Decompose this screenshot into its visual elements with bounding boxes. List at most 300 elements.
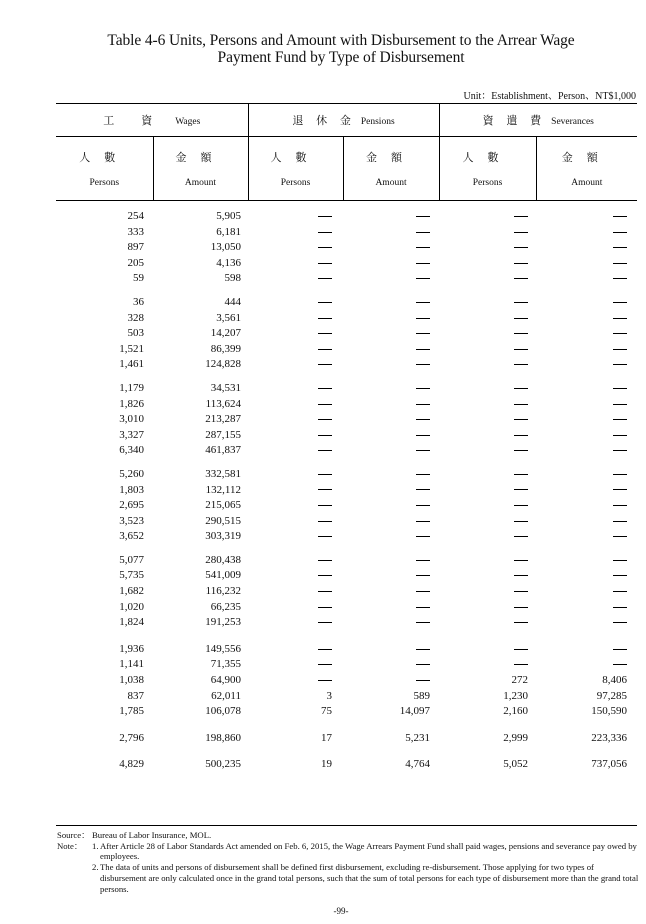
table-cell [248, 357, 343, 373]
table-cell [536, 357, 637, 373]
header-col-zh: 金額 [366, 152, 416, 164]
header-col-en: Persons [472, 178, 503, 188]
table-cell: 116,232 [205, 585, 241, 598]
table-cell: 198,860 [205, 731, 241, 744]
table-cell: 290,515 [205, 514, 241, 527]
dash-mark [416, 489, 430, 490]
dash-mark [514, 474, 528, 475]
table-row [56, 514, 637, 530]
table-cell [439, 600, 536, 616]
header-group-wages [56, 104, 248, 137]
table-cell [439, 225, 536, 241]
table-cell: 444 [224, 295, 241, 308]
dash-mark [514, 404, 528, 405]
table-cell: 64,900 [210, 674, 241, 687]
table-cell: 75 [321, 705, 332, 718]
table-cell: 328 [127, 311, 144, 324]
table-row [56, 397, 637, 413]
header-col-en: Persons [89, 178, 120, 188]
table-cell [343, 568, 439, 584]
table-cell [536, 209, 637, 225]
table-cell [439, 209, 536, 225]
table-cell [343, 498, 439, 514]
table-cell [248, 498, 343, 514]
table-cell [536, 568, 637, 584]
table-cell: 36 [133, 295, 144, 308]
dash-mark [514, 664, 528, 665]
table-row [56, 529, 637, 545]
table-cell: 1,179 [119, 381, 144, 394]
table-cell [439, 642, 536, 658]
table-cell: 598 [224, 272, 241, 285]
table-cell: 1,461 [119, 358, 144, 371]
dash-mark [318, 247, 332, 248]
table-cell: 132,112 [205, 483, 241, 496]
table-header [56, 104, 637, 200]
dash-mark [613, 450, 627, 451]
table-cell: 113,624 [205, 397, 241, 410]
table-cell: 124,828 [205, 358, 241, 371]
dash-mark [318, 664, 332, 665]
header-col-wages-persons [56, 137, 153, 201]
dash-mark [416, 318, 430, 319]
table-cell: 150,590 [591, 705, 627, 718]
table-cell: 14,207 [210, 327, 241, 340]
table-cell [343, 240, 439, 256]
dash-mark [416, 404, 430, 405]
dash-mark [416, 450, 430, 451]
table-cell: 97,285 [596, 689, 627, 702]
header-col-zh: 人數 [462, 152, 513, 164]
data-table [56, 209, 637, 773]
table-row [56, 342, 637, 358]
dash-mark [514, 622, 528, 623]
dash-mark [613, 474, 627, 475]
table-cell: 1,936 [119, 642, 144, 655]
header-col-severances-persons [439, 137, 536, 201]
dash-mark [416, 521, 430, 522]
dash-mark [514, 591, 528, 592]
dash-mark [318, 278, 332, 279]
table-cell: 213,287 [205, 413, 241, 426]
dash-mark [416, 263, 430, 264]
table-cell [343, 443, 439, 459]
table-cell [343, 673, 439, 689]
dash-mark [318, 474, 332, 475]
table-cell: 34,531 [210, 381, 241, 394]
table-cell [343, 514, 439, 530]
dash-mark [613, 419, 627, 420]
dash-mark [416, 302, 430, 303]
header-col-zh: 人數 [79, 152, 130, 164]
dash-mark [613, 318, 627, 319]
table-cell [439, 295, 536, 311]
table-cell [248, 483, 343, 499]
table-row [56, 568, 637, 584]
dash-mark [514, 278, 528, 279]
dash-mark [613, 263, 627, 264]
header-col-pensions-persons [248, 137, 343, 201]
dash-mark [318, 216, 332, 217]
table-cell: 66,235 [210, 600, 241, 613]
table-cell [343, 600, 439, 616]
dash-mark [613, 333, 627, 334]
dash-mark [416, 232, 430, 233]
table-row [56, 553, 637, 569]
table-bottom-rule [56, 825, 637, 826]
header-group-row [56, 104, 637, 137]
table-cell [439, 568, 536, 584]
dash-mark [318, 649, 332, 650]
group-spacer [56, 287, 637, 295]
table-cell: 5,905 [216, 210, 241, 222]
table-cell [248, 443, 343, 459]
dash-mark [613, 364, 627, 365]
table-cell [343, 397, 439, 413]
table-cell [248, 295, 343, 311]
table-row [56, 498, 637, 514]
table-row [56, 412, 637, 428]
dash-mark [514, 575, 528, 576]
header-group-zh: 工 資 [103, 115, 161, 127]
table-row [56, 657, 637, 673]
source-line [57, 830, 639, 841]
table-cell [536, 240, 637, 256]
table-cell [536, 615, 637, 631]
dash-mark [613, 505, 627, 506]
table-row [56, 326, 637, 342]
table-cell [343, 271, 439, 287]
note-label: Note： [57, 840, 83, 851]
table-cell [536, 225, 637, 241]
dash-mark [613, 607, 627, 608]
header-col-wages-amount [153, 137, 248, 201]
table-cell [343, 342, 439, 358]
table-cell [439, 514, 536, 530]
header-col-en: Amount [571, 178, 603, 188]
header-col-en: Amount [375, 178, 407, 188]
table-cell [439, 412, 536, 428]
dash-mark [416, 505, 430, 506]
table-row [56, 615, 637, 631]
dash-mark [514, 388, 528, 389]
table-cell: 149,556 [205, 642, 241, 655]
dash-mark [318, 521, 332, 522]
dash-mark [613, 649, 627, 650]
table-cell: 272 [511, 674, 528, 687]
table-cell [536, 657, 637, 673]
dash-mark [613, 489, 627, 490]
table-cell [536, 271, 637, 287]
dash-mark [613, 232, 627, 233]
table-row [56, 483, 637, 499]
table-cell: 3 [326, 689, 332, 702]
dash-mark [613, 664, 627, 665]
table-title-line-2: Payment Fund by Type of Disbursement [217, 49, 465, 66]
note-item [57, 841, 639, 862]
group-spacer [56, 373, 637, 381]
table-cell [536, 428, 637, 444]
header-bottom-rule [56, 200, 637, 201]
table-cell: 1,020 [119, 600, 144, 613]
table-cell: 59 [133, 272, 144, 285]
dash-mark [514, 247, 528, 248]
table-cell [439, 657, 536, 673]
dash-mark [416, 349, 430, 350]
header-col-severances-amount [536, 137, 637, 201]
table-cell: 3,010 [119, 413, 144, 426]
dash-mark [318, 435, 332, 436]
dash-mark [613, 622, 627, 623]
dash-mark [613, 575, 627, 576]
dash-mark [613, 435, 627, 436]
dash-mark [613, 302, 627, 303]
table-cell [439, 553, 536, 569]
page-number: -99- [333, 906, 349, 916]
table-cell [248, 271, 343, 287]
dash-mark [416, 680, 430, 681]
dash-mark [514, 263, 528, 264]
table-cell: 1,824 [119, 616, 144, 629]
table-cell: 215,065 [205, 499, 241, 512]
table-cell: 332,581 [205, 467, 241, 480]
dash-mark [514, 419, 528, 420]
dash-mark [416, 435, 430, 436]
dash-mark [318, 318, 332, 319]
notes-section [57, 830, 639, 894]
table-row [56, 295, 637, 311]
table-cell: 1,785 [119, 705, 144, 718]
table-cell [343, 467, 439, 483]
dash-mark [613, 560, 627, 561]
dash-mark [514, 364, 528, 365]
table-cell: 280,438 [205, 553, 241, 566]
table-cell: 5,231 [405, 731, 430, 744]
table-cell [439, 326, 536, 342]
table-cell [343, 615, 439, 631]
dash-mark [318, 263, 332, 264]
header-group-en: Wages [175, 117, 201, 127]
table-cell: 6,181 [216, 225, 241, 238]
table-cell [248, 584, 343, 600]
table-cell [248, 428, 343, 444]
table-cell [248, 412, 343, 428]
table-cell: 71,355 [210, 658, 241, 671]
table-cell [536, 584, 637, 600]
table-cell: 541,009 [205, 569, 241, 582]
header-col-zh: 金額 [175, 152, 226, 164]
table-cell [343, 483, 439, 499]
table-cell: 3,652 [119, 530, 144, 543]
table-cell [248, 240, 343, 256]
table-cell: 1,803 [119, 483, 144, 496]
table-cell [248, 673, 343, 689]
dash-mark [514, 560, 528, 561]
source-label: Source： [57, 830, 90, 840]
header-col-en: Amount [184, 178, 217, 188]
table-cell [439, 498, 536, 514]
header-group-severances [439, 104, 637, 137]
table-row [56, 311, 637, 327]
table-cell [536, 326, 637, 342]
group-spacer [56, 720, 637, 731]
table-cell: 461,837 [205, 444, 241, 457]
dash-mark [514, 450, 528, 451]
table-cell [536, 467, 637, 483]
dash-mark [416, 591, 430, 592]
dash-mark [318, 232, 332, 233]
table-cell: 500,235 [205, 758, 241, 771]
table-cell: 86,399 [210, 342, 241, 355]
header-col-zh: 人數 [270, 152, 321, 164]
table-cell [248, 642, 343, 658]
dash-mark [318, 536, 332, 537]
dash-mark [514, 349, 528, 350]
dash-mark [318, 404, 332, 405]
table-cell: 3,523 [119, 514, 144, 527]
unit-label: Unit：Establishment、Person、NT$1,000 [463, 91, 636, 102]
table-cell [439, 584, 536, 600]
table-cell [248, 225, 343, 241]
table-row [56, 209, 637, 225]
table-cell [343, 256, 439, 272]
table-cell: 2,999 [503, 731, 528, 744]
dash-mark [416, 536, 430, 537]
table-cell [439, 397, 536, 413]
table-cell [343, 326, 439, 342]
table-row [56, 704, 637, 720]
dash-mark [318, 302, 332, 303]
dash-mark [416, 216, 430, 217]
dash-mark [318, 560, 332, 561]
table-cell: 205 [127, 256, 144, 269]
table-cell [536, 412, 637, 428]
table-cell: 1,141 [119, 658, 144, 671]
dash-mark [514, 302, 528, 303]
table-cell: 3,327 [119, 428, 144, 441]
table-cell [343, 642, 439, 658]
table-cell [536, 311, 637, 327]
dash-mark [416, 649, 430, 650]
dash-mark [613, 216, 627, 217]
dash-mark [514, 489, 528, 490]
note-text: After Article 28 of Labor Standards Act amended on Feb. 6, 2015, the Wage Arrears Payment Fund shall paid wages, pensions and severance pay owed by employees. [100, 840, 637, 862]
table-cell: 897 [127, 241, 144, 254]
dash-mark [318, 591, 332, 592]
header-group-en: Severances [551, 117, 594, 127]
dash-mark [416, 474, 430, 475]
table-cell [439, 428, 536, 444]
table-cell [439, 381, 536, 397]
table-cell: 254 [127, 210, 144, 222]
table-cell: 589 [413, 689, 430, 702]
table-cell: 13,050 [210, 241, 241, 254]
table-row [56, 225, 637, 241]
table-cell [536, 514, 637, 530]
table-cell [536, 642, 637, 658]
table-cell [536, 498, 637, 514]
dash-mark [613, 278, 627, 279]
table-cell [536, 483, 637, 499]
note-item [57, 862, 639, 894]
source-text: Bureau of Labor Insurance, MOL. [92, 830, 212, 840]
table-cell: 5,077 [119, 553, 144, 566]
dash-mark [514, 649, 528, 650]
table-cell [248, 209, 343, 225]
table-title-line-1: Table 4-6 Units, Persons and Amount with Disbursement to the Arrear Wage [107, 32, 575, 49]
table-cell: 287,155 [205, 428, 241, 441]
table-cell: 62,011 [211, 689, 241, 702]
table-cell [439, 443, 536, 459]
header-group-en: Pensions [360, 117, 395, 127]
table-cell [536, 443, 637, 459]
table-cell [248, 553, 343, 569]
table-cell: 1,230 [503, 689, 528, 702]
dash-mark [416, 333, 430, 334]
table-row [56, 673, 637, 689]
table-cell [439, 357, 536, 373]
note-number: 1. [92, 840, 99, 851]
table-cell [248, 311, 343, 327]
dash-mark [318, 419, 332, 420]
table-cell [439, 240, 536, 256]
dash-mark [318, 489, 332, 490]
table-cell: 737,056 [591, 758, 627, 771]
table-cell: 837 [127, 689, 144, 702]
table-cell: 4,136 [216, 256, 241, 269]
dash-mark [613, 536, 627, 537]
table-cell [248, 568, 343, 584]
table-row [56, 689, 637, 705]
dash-mark [416, 575, 430, 576]
table-cell: 5,260 [119, 467, 144, 480]
dash-mark [514, 435, 528, 436]
table-row [56, 600, 637, 616]
table-cell [536, 295, 637, 311]
dash-mark [318, 333, 332, 334]
table-row [56, 381, 637, 397]
dash-mark [318, 505, 332, 506]
table-cell [343, 357, 439, 373]
table-cell [248, 342, 343, 358]
dash-mark [318, 388, 332, 389]
table-cell: 191,253 [205, 616, 241, 629]
table-row [56, 428, 637, 444]
table-cell [343, 311, 439, 327]
dash-mark [613, 388, 627, 389]
dash-mark [416, 388, 430, 389]
table-cell: 5,052 [503, 758, 528, 771]
table-cell: 2,796 [119, 731, 144, 744]
table-cell: 106,078 [205, 705, 241, 718]
dash-mark [514, 521, 528, 522]
dash-mark [318, 364, 332, 365]
table-cell: 3,561 [216, 311, 241, 324]
dash-mark [613, 349, 627, 350]
table-cell: 2,160 [503, 705, 528, 718]
table-cell [248, 514, 343, 530]
dash-mark [416, 247, 430, 248]
table-cell: 19 [321, 758, 332, 771]
table-cell [439, 256, 536, 272]
dash-mark [416, 622, 430, 623]
table-cell [343, 553, 439, 569]
dash-mark [613, 247, 627, 248]
table-cell [343, 225, 439, 241]
table-cell: 303,319 [205, 530, 241, 543]
dash-mark [514, 318, 528, 319]
table-cell [439, 467, 536, 483]
